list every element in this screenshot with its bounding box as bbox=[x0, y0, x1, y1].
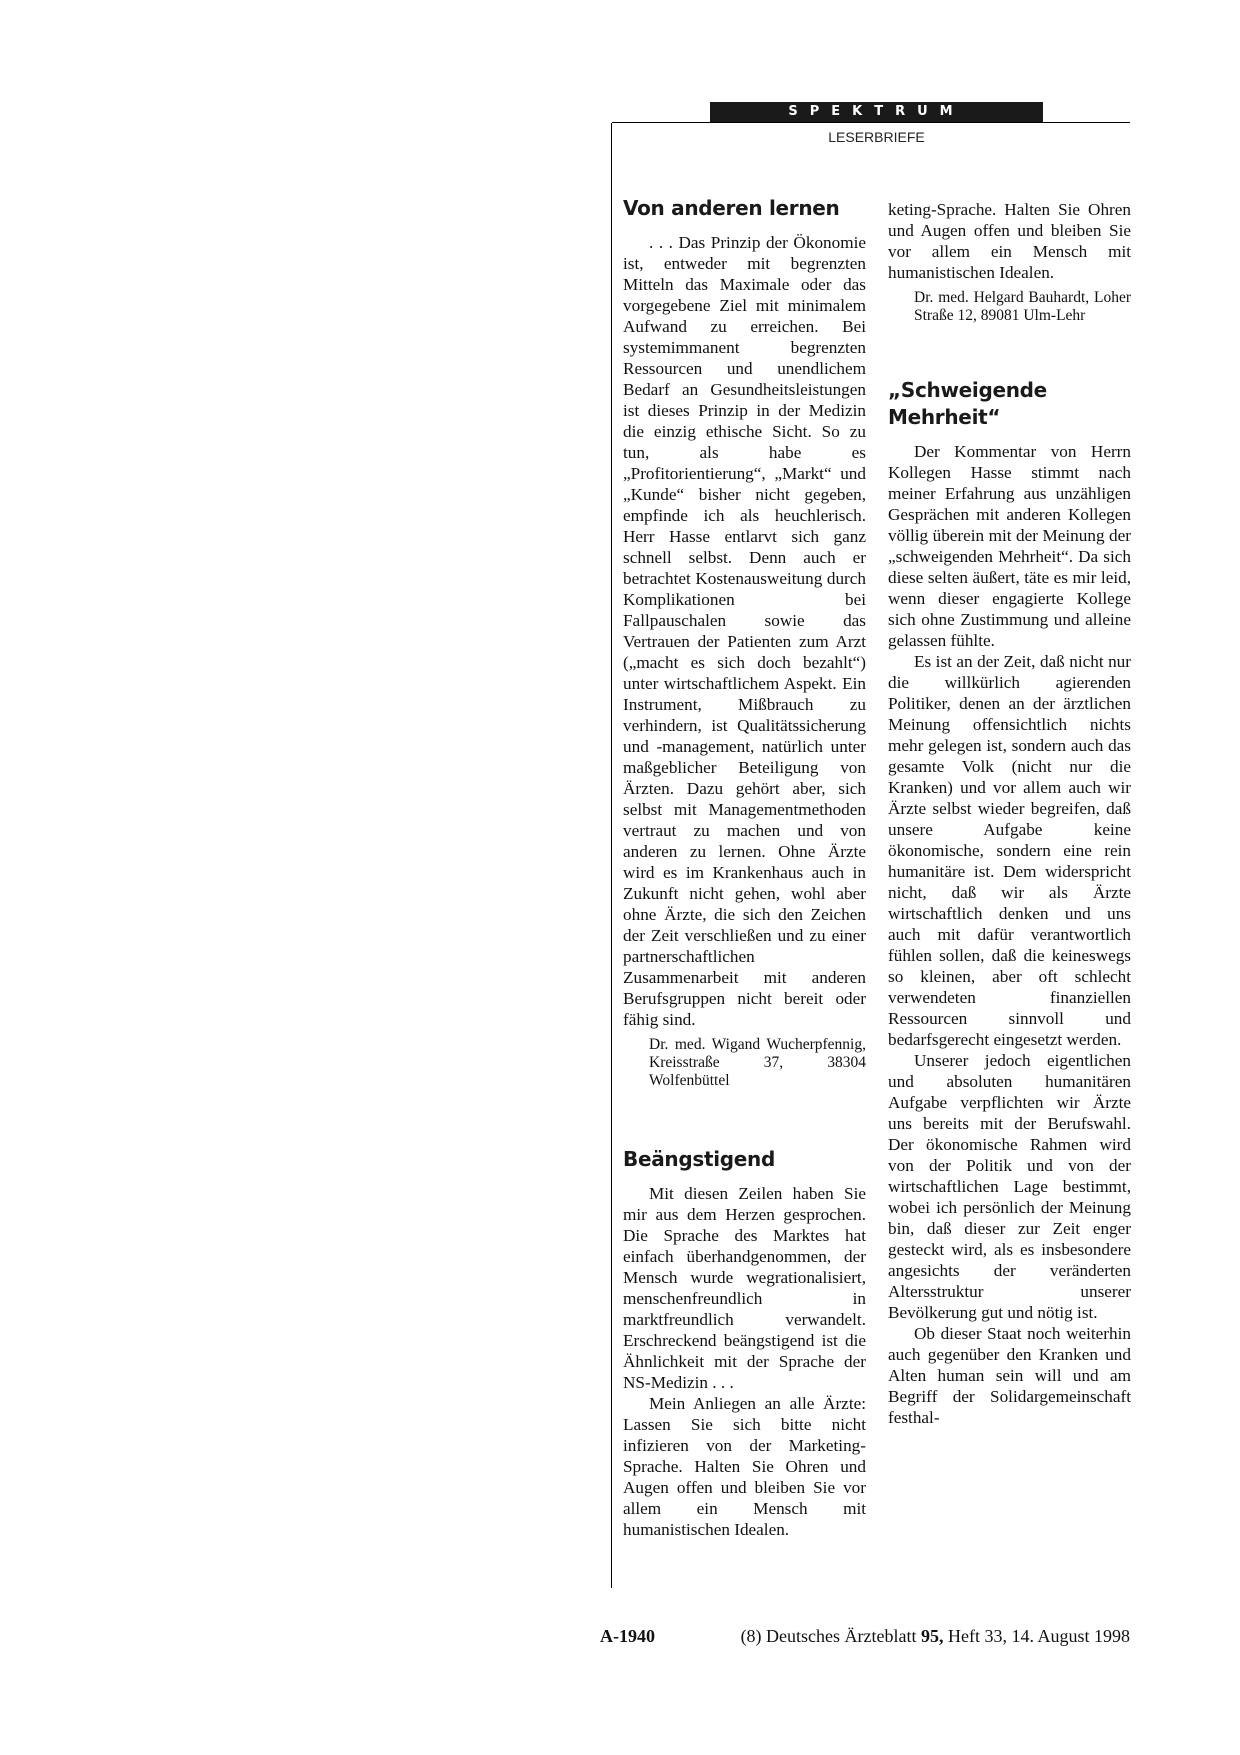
letter2-signature: Dr. med. Helgard Bauhardt, Loher Straße 12, 89081 Ulm-Lehr bbox=[914, 289, 1131, 324]
letter2-continuation: keting-Sprache. Halten Sie Ohren und Augen offen und bleiben Sie vor allem ein Mensch mit humanistischen Idealen. bbox=[888, 200, 1131, 282]
journal-volume: 95, bbox=[921, 1626, 944, 1646]
letter2-paragraph1: Mit diesen Zeilen haben Sie mir aus dem Herzen gesprochen. Die Sprache des Marktes hat einfach überhandgenommen, der Mensch wurde wegrationalisiert, menschenfreundlich in marktfreundlich verwandelt. Erschreckend beängstigend ist die Ähnlichkeit mit der Sprache der NS-Medizin . . . bbox=[623, 1184, 866, 1392]
header-rule bbox=[612, 122, 1130, 123]
letter1-signature: Dr. med. Wigand Wucherpfennig, Kreisstraße 37, 38304 Wolfenbüttel bbox=[649, 1036, 866, 1089]
journal-citation bbox=[741, 1626, 1130, 1647]
left-column bbox=[623, 195, 866, 1539]
letter1-title: Von anderen lernen bbox=[623, 196, 840, 220]
letter3-paragraph3: Unserer jedoch eigentlichen und absoluten humanitären Aufgabe verpflichten wir Ärzte uns bereits mit der Berufswahl. Der ökonomische Rahmen wird von der Politik und von der wirtschaftlichen Lage bestimmt, wobei ich persönlich der Meinung bin, daß dieser zur Zeit enger gesteckt wird, als es insbesondere angesichts der veränderten Altersstruktur unserer Bevölkerung gut und nötig ist. bbox=[888, 1051, 1131, 1322]
letter3-paragraph4: Ob dieser Staat noch weiterhin auch gegenüber den Kranken und Alten human sein will und am Begriff der Solidargemeinschaft festhal- bbox=[888, 1324, 1131, 1427]
letter1-body: . . . Das Prinzip der Ökonomie ist, entweder mit begrenzten Mitteln das Maximale oder das vorgegebene Ziel mit minimalem Aufwand zu erreichen. Bei systemimmanent begrenzten Ressourcen und unendlichem Bedarf an Gesundheitsleistungen ist dieses Prinzip in der Medizin die einzig ethische Sicht. So zu tun, als habe es „Profitorientierung“, „Markt“ und „Kunde“ bisher nicht gegeben, empfinde ich als heuchlerisch. Herr Hasse entlarvt sich ganz schnell selbst. Denn auch er betrachtet Kostenausweitung durch Komplikationen bei Fallpauschalen sowie das Vertrauen der Patienten zum Arzt („macht es sich doch bezahlt“) unter wirtschaftlichem Aspekt. Ein Instrument, Mißbrauch zu verhindern, ist Qualitätssicherung und -management, natürlich unter maßgeblicher Beteiligung von Ärzten. Dazu gehört aber, sich selbst mit Managementmethoden vertraut zu machen und von anderen zu lernen. Ohne Ärzte wird es im Krankenhaus auch in Zukunft nicht gehen, wohl aber ohne Ärzte, die sich den Zeichen der Zeit verschließen und zu einer partnerschaftlichen Zusammenarbeit mit anderen Berufsgruppen nicht bereit oder fähig sind. bbox=[623, 233, 866, 1029]
letter3-title: „Schweigende Mehrheit“ bbox=[888, 378, 1047, 429]
letter2-paragraph2: Mein Anliegen an alle Ärzte: Lassen Sie sich bitte nicht infizieren von der Marketing-Sprache. Halten Sie Ohren und Augen offen und bleiben Sie vor allem ein Mensch mit humanistischen Idealen. bbox=[623, 1394, 866, 1539]
journal-issue: Heft 33, 14. August 1998 bbox=[948, 1626, 1130, 1646]
section-banner bbox=[710, 102, 1043, 122]
journal-prefix: (8) Deutsches Ärzteblatt bbox=[740, 1626, 917, 1646]
page-number: A-1940 bbox=[600, 1626, 655, 1646]
column-rule bbox=[611, 123, 612, 1588]
section-title: SPEKTRUM bbox=[788, 104, 965, 119]
letter2-title: Beängstigend bbox=[623, 1147, 776, 1171]
right-column bbox=[888, 199, 1131, 1428]
subsection-title: LESERBRIEFE bbox=[828, 129, 925, 145]
letter3-paragraph1: Der Kommentar von Herrn Kollegen Hasse stimmt nach meiner Erfahrung aus unzähligen Gesprächen mit anderen Kollegen völlig überein mit der Meinung der „schweigenden Mehrheit“. Da sich diese selten äußert, täte es mir leid, wenn dieser engagierte Kollege sich ohne Zustimmung und alleine gelassen fühlte. bbox=[888, 442, 1131, 650]
letter3-paragraph2: Es ist an der Zeit, daß nicht nur die willkürlich agierenden Politiker, denen an der ärztlichen Meinung offensichtlich nichts mehr gelegen ist, sondern auch das gesamte Volk (nicht nur die Kranken) und vor allem auch wir Ärzte selbst wieder begreifen, daß unsere Aufgabe keine ökonomische, sondern eine rein humanitäre ist. Dem widerspricht nicht, daß wir als Ärzte wirtschaftlich denken und uns auch mit dafür verantwortlich fühlen sollen, daß die keineswegs so kleinen, aber oft schlecht verwendeten finanziellen Ressourcen sinnvoll und bedarfsgerecht eingesetzt werden. bbox=[888, 652, 1131, 1049]
